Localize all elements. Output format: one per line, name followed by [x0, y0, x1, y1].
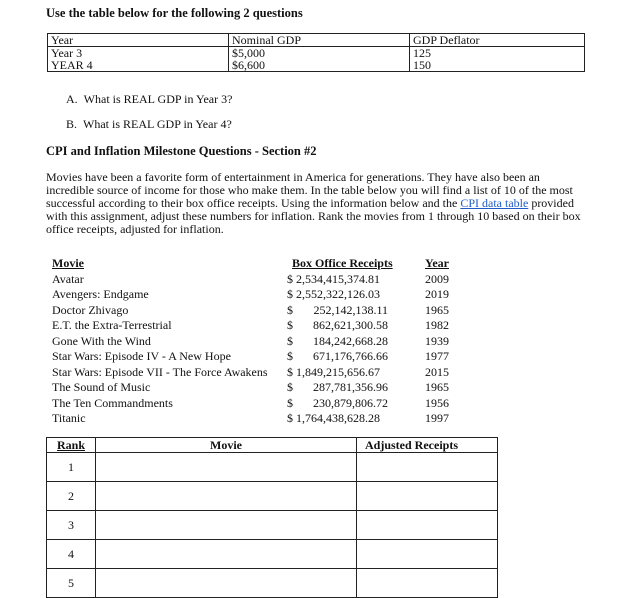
adjusted-header	[357, 438, 498, 453]
rank-number: 4	[47, 540, 96, 569]
year-value: 1965	[425, 302, 449, 317]
rank-header-row	[47, 438, 498, 453]
movie-name: Gone With the Wind	[52, 333, 151, 348]
year-value: 2015	[425, 364, 449, 379]
question-a	[66, 92, 232, 107]
adjusted-header-label: Adjusted Receipts	[365, 438, 458, 452]
gdp-cell-deflator: 125	[410, 47, 585, 60]
paragraph-text-2: provided with this assignment, adjust these numbers for inflation. Rank the movies from 1 through 10 based on their box office receipts, adjusted for inflation.	[46, 196, 581, 236]
receipts-value	[287, 272, 397, 288]
movie-name: Avengers: Endgame	[52, 287, 149, 301]
currency-symbol: $	[287, 380, 293, 394]
receipts-value	[287, 411, 397, 427]
receipts-amount: 862,621,300.58	[313, 318, 388, 332]
receipts-value	[287, 365, 397, 381]
gdp-table	[47, 33, 585, 72]
table-row	[47, 511, 498, 540]
adjusted-receipts-cell[interactable]	[357, 569, 498, 598]
table-row	[47, 569, 498, 598]
gdp-cell-deflator: 150	[410, 59, 585, 72]
paragraph-text-1: Movies have been a favorite form of entertainment in America for generations. They have also been an incredible source of income for those who make them. In the table below you will find a list of 10 of the most successful according to their box office receipts. Using the information below and the	[46, 170, 573, 210]
currency-symbol: $	[287, 318, 293, 332]
movie-entry-cell[interactable]	[96, 569, 357, 598]
gdp-row	[48, 59, 585, 72]
instructions-heading: Use the table below for the following 2 questions	[46, 6, 303, 20]
movie-name: Doctor Zhivago	[52, 302, 129, 317]
currency-symbol: $	[287, 302, 293, 317]
year-value: 1956	[425, 395, 449, 410]
rank-table	[46, 437, 498, 598]
movie-name: The Sound of Music	[52, 380, 151, 394]
currency-symbol: $	[287, 271, 293, 286]
receipts-amount: 184,242,668.28	[313, 333, 388, 348]
year-column	[420, 256, 454, 427]
receipts-amount: 2,534,415,374.81	[296, 271, 380, 286]
movie-column	[52, 256, 282, 427]
adjusted-receipts-cell[interactable]	[357, 540, 498, 569]
year-value: 1997	[425, 411, 449, 425]
rank-header-label: Rank	[56, 438, 85, 452]
receipts-amount: 671,176,766.66	[313, 349, 388, 363]
receipts-amount: 2,552,322,126.03	[296, 287, 380, 301]
table-row	[47, 540, 498, 569]
rank-number: 2	[47, 482, 96, 511]
year-value: 1982	[425, 318, 449, 332]
movie-name: Star Wars: Episode IV - A New Hope	[52, 349, 231, 363]
movie-header-label: Movie	[210, 438, 242, 452]
movie-name: Star Wars: Episode VII - The Force Awakens	[52, 364, 268, 379]
table-row	[47, 482, 498, 511]
movie-entry-cell[interactable]	[96, 511, 357, 540]
gdp-cell-year: YEAR 4	[48, 59, 229, 72]
question-b	[66, 117, 232, 132]
movie-header: Movie	[52, 256, 84, 270]
year-header: Year	[425, 256, 449, 270]
cpi-data-table-link[interactable]: CPI data table	[460, 196, 529, 210]
adjusted-receipts-cell[interactable]	[357, 511, 498, 540]
adjusted-receipts-cell[interactable]	[357, 482, 498, 511]
year-value: 2009	[425, 271, 449, 286]
movie-name: The Ten Commandments	[52, 395, 173, 410]
question-b-text: What is REAL GDP in Year 4?	[83, 117, 232, 131]
receipts-header: Box Office Receipts	[292, 256, 393, 270]
year-value: 1939	[425, 333, 449, 348]
currency-symbol: $	[287, 287, 293, 301]
gdp-cell-nominal: $6,600	[229, 59, 410, 72]
currency-symbol: $	[287, 333, 293, 348]
movie-name: E.T. the Extra-Terrestrial	[52, 318, 172, 332]
rank-number: 5	[47, 569, 96, 598]
year-value: 1965	[425, 380, 449, 394]
rank-number: 1	[47, 453, 96, 482]
receipts-amount: 287,781,356.96	[313, 380, 388, 394]
question-b-label: B.	[66, 117, 78, 131]
year-value: 2019	[425, 287, 449, 301]
receipts-value	[287, 318, 397, 334]
instructions-paragraph	[46, 171, 586, 236]
receipts-value	[287, 334, 397, 350]
gdp-cell-year: Year 3	[48, 47, 229, 60]
rank-number: 3	[47, 511, 96, 540]
receipts-value	[287, 349, 397, 365]
movie-name: Avatar	[52, 271, 84, 286]
gdp-header-row	[48, 34, 585, 47]
movie-header-cell	[96, 438, 357, 453]
gdp-cell-nominal: $5,000	[229, 47, 410, 60]
gdp-header-nominal: Nominal GDP	[229, 34, 410, 47]
movie-entry-cell[interactable]	[96, 482, 357, 511]
receipts-amount: 1,764,438,628.28	[296, 411, 380, 425]
movie-entry-cell[interactable]	[96, 540, 357, 569]
movie-entry-cell[interactable]	[96, 453, 357, 482]
receipts-amount: 1,849,215,656.67	[296, 364, 380, 379]
question-a-label: A.	[66, 92, 78, 106]
receipts-column	[287, 256, 397, 427]
receipts-value	[287, 396, 397, 412]
adjusted-receipts-cell[interactable]	[357, 453, 498, 482]
currency-symbol: $	[287, 364, 293, 379]
currency-symbol: $	[287, 349, 293, 363]
currency-symbol: $	[287, 411, 293, 425]
table-row	[47, 453, 498, 482]
rank-header	[47, 438, 96, 453]
receipts-amount: 230,879,806.72	[313, 395, 388, 410]
receipts-amount: 252,142,138.11	[313, 302, 388, 317]
receipts-value	[287, 380, 397, 396]
section-title: CPI and Inflation Milestone Questions - Section #2	[46, 144, 317, 158]
year-value: 1977	[425, 349, 449, 363]
receipts-value	[287, 303, 397, 319]
gdp-header-deflator: GDP Deflator	[410, 34, 585, 47]
question-a-text: What is REAL GDP in Year 3?	[83, 92, 233, 106]
gdp-row	[48, 47, 585, 60]
movie-name: Titanic	[52, 411, 86, 425]
gdp-header-year: Year	[48, 34, 229, 47]
receipts-value	[287, 287, 397, 303]
currency-symbol: $	[287, 395, 293, 410]
